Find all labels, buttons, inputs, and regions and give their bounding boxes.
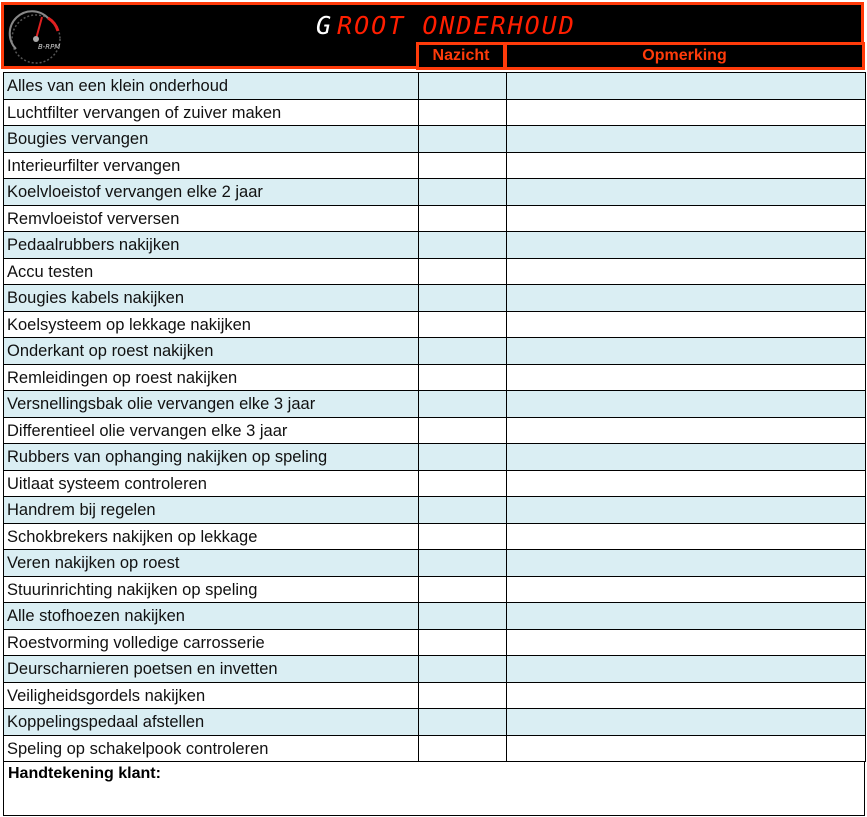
opmerking-cell[interactable] [507,73,866,100]
opmerking-cell[interactable] [507,736,866,763]
task-label: Deurscharnieren poetsen en invetten [4,656,419,683]
nazicht-cell[interactable] [419,338,507,365]
table-row [4,603,866,630]
task-label: Uitlaat systeem controleren [4,471,419,498]
table-row [4,259,866,286]
task-label: Stuurinrichting nakijken op speling [4,577,419,604]
table-row [4,497,866,524]
task-label: Luchtfilter vervangen of zuiver maken [4,100,419,127]
column-header-opmerking: Opmerking [504,42,865,70]
task-label: Remvloeistof verversen [4,206,419,233]
task-label: Koelsysteem op lekkage nakijken [4,312,419,339]
nazicht-cell[interactable] [419,630,507,657]
opmerking-cell[interactable] [507,100,866,127]
task-label: Koppelingspedaal afstellen [4,709,419,736]
title-lead: G [316,11,334,40]
opmerking-cell[interactable] [507,153,866,180]
nazicht-cell[interactable] [419,153,507,180]
signature-field[interactable] [3,762,865,816]
page-title [316,8,576,44]
opmerking-cell[interactable] [507,259,866,286]
task-label: Pedaalrubbers nakijken [4,232,419,259]
table-row [4,179,866,206]
table-row [4,232,866,259]
table-row [4,365,866,392]
task-label: Differentieel olie vervangen elke 3 jaar [4,418,419,445]
task-label: Interieurfilter vervangen [4,153,419,180]
table-row [4,524,866,551]
opmerking-cell[interactable] [507,126,866,153]
task-label: Versnellingsbak olie vervangen elke 3 jaar [4,391,419,418]
task-label: Rubbers van ophanging nakijken op speling [4,444,419,471]
nazicht-cell[interactable] [419,709,507,736]
task-label: Alle stofhoezen nakijken [4,603,419,630]
nazicht-cell[interactable] [419,497,507,524]
opmerking-cell[interactable] [507,418,866,445]
logo-label: B-RPM [38,43,61,51]
nazicht-cell[interactable] [419,179,507,206]
nazicht-cell[interactable] [419,285,507,312]
table-row [4,709,866,736]
task-label: Handrem bij regelen [4,497,419,524]
task-label: Onderkant op roest nakijken [4,338,419,365]
table-row [4,206,866,233]
opmerking-cell[interactable] [507,365,866,392]
title-rest: ROOT ONDERHOUD [337,11,576,40]
nazicht-cell[interactable] [419,206,507,233]
opmerking-cell[interactable] [507,603,866,630]
opmerking-cell[interactable] [507,497,866,524]
table-row [4,285,866,312]
opmerking-cell[interactable] [507,232,866,259]
nazicht-cell[interactable] [419,259,507,286]
nazicht-cell[interactable] [419,683,507,710]
table-row [4,656,866,683]
table-row [4,73,866,100]
opmerking-cell[interactable] [507,577,866,604]
opmerking-cell[interactable] [507,630,866,657]
nazicht-cell[interactable] [419,444,507,471]
table-row [4,391,866,418]
table-row [4,550,866,577]
maintenance-checklist-table [3,72,866,762]
opmerking-cell[interactable] [507,179,866,206]
nazicht-cell[interactable] [419,736,507,763]
task-label: Bougies vervangen [4,126,419,153]
opmerking-cell[interactable] [507,444,866,471]
task-label: Alles van een klein onderhoud [4,73,419,100]
task-label: Roestvorming volledige carrosserie [4,630,419,657]
nazicht-cell[interactable] [419,126,507,153]
table-row [4,338,866,365]
table-row [4,736,866,763]
nazicht-cell[interactable] [419,232,507,259]
table-row [4,683,866,710]
nazicht-cell[interactable] [419,656,507,683]
nazicht-cell[interactable] [419,418,507,445]
table-row [4,100,866,127]
task-label: Bougies kabels nakijken [4,285,419,312]
opmerking-cell[interactable] [507,709,866,736]
opmerking-cell[interactable] [507,285,866,312]
table-row [4,577,866,604]
task-label: Accu testen [4,259,419,286]
task-label: Schokbrekers nakijken op lekkage [4,524,419,551]
table-row [4,630,866,657]
table-row [4,312,866,339]
table-row [4,471,866,498]
task-label: Veren nakijken op roest [4,550,419,577]
opmerking-cell[interactable] [507,312,866,339]
opmerking-cell[interactable] [507,656,866,683]
task-label: Speling op schakelpook controleren [4,736,419,763]
task-label: Koelvloeistof vervangen elke 2 jaar [4,179,419,206]
nazicht-cell[interactable] [419,577,507,604]
opmerking-cell[interactable] [507,524,866,551]
column-header-nazicht: Nazicht [416,42,506,70]
nazicht-cell[interactable] [419,524,507,551]
opmerking-cell[interactable] [507,683,866,710]
table-row [4,418,866,445]
nazicht-cell[interactable] [419,391,507,418]
opmerking-cell[interactable] [507,471,866,498]
nazicht-cell[interactable] [419,312,507,339]
tachometer-logo-icon [8,9,66,65]
task-label: Veiligheidsgordels nakijken [4,683,419,710]
nazicht-cell[interactable] [419,73,507,100]
nazicht-cell[interactable] [419,550,507,577]
signature-label: Handtekening klant: [8,765,161,782]
nazicht-cell[interactable] [419,471,507,498]
table-row [4,126,866,153]
opmerking-cell[interactable] [507,206,866,233]
opmerking-cell[interactable] [507,550,866,577]
table-row [4,153,866,180]
table-row [4,444,866,471]
task-label: Remleidingen op roest nakijken [4,365,419,392]
opmerking-cell[interactable] [507,391,866,418]
nazicht-cell[interactable] [419,365,507,392]
nazicht-cell[interactable] [419,100,507,127]
opmerking-cell[interactable] [507,338,866,365]
nazicht-cell[interactable] [419,603,507,630]
